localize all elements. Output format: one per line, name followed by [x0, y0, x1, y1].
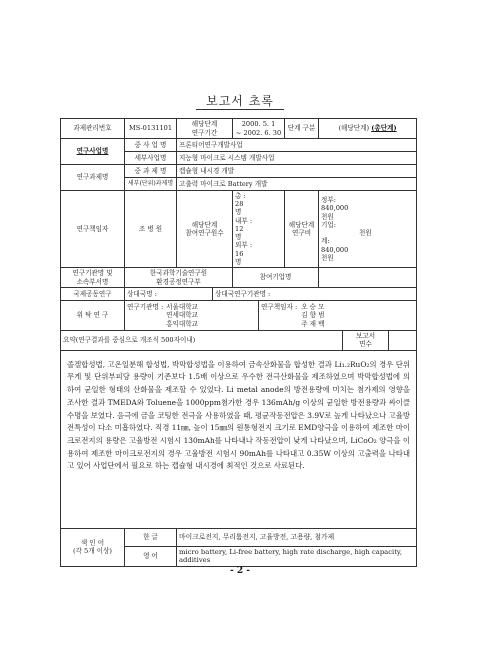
researchers-label: 해당단계 참여연구원수 — [177, 191, 233, 268]
consign-pi: 김 향 범 — [301, 311, 325, 320]
stage-value: (해당단계) (총단계) — [319, 119, 417, 139]
project-label: 연구사업명 — [61, 139, 125, 165]
period-label: 해당단계 연구기간 — [177, 119, 233, 139]
company-part-label: 참여기업명 — [233, 268, 319, 288]
consign-orgs: 연구기관명 : 서울대학교 연세대학교 홍익대학교 — [125, 301, 259, 331]
budget-label: 해당단계 연구비 — [285, 191, 319, 268]
main-project-value: 프론티어연구개발사업 — [177, 139, 417, 152]
consign-label: 위 탁 연 구 — [61, 301, 125, 331]
keywords-label: 색 인 어 (각 5개 이상) — [61, 528, 125, 566]
pi-label: 연구책임자 — [61, 191, 125, 268]
en-keywords: micro battery, Li-free battery, high rate discharge, high capacity, additives — [177, 546, 417, 566]
large-task-value: 캡슐형 내시경 개발 — [177, 165, 417, 178]
consign-pi: 오 승 모 — [301, 303, 325, 312]
org-label: 연구기관명 및 소속부서명 — [61, 268, 125, 288]
org-value: 한국과학기술연구원 환경공정연구부 — [125, 268, 233, 288]
mgmt-no-value: MS-0131101 — [125, 119, 177, 139]
task-label: 연구과제명 — [61, 165, 125, 191]
summary-label: 요약(연구결과를 중심으로 개조식 500자이내) — [61, 331, 343, 350]
main-project-label: 중 사 업 명 — [125, 139, 177, 152]
stage-label: 단계 구분 — [285, 119, 319, 139]
company-part-value — [319, 268, 417, 288]
budget-values: 정부: 840,000 천원 기업: 천원 계: 840,000 천원 — [319, 191, 417, 268]
mgmt-no-label: 과제관리번호 — [61, 119, 125, 139]
kr-keywords-label: 한 글 — [125, 528, 177, 546]
detail-task-label: 세부(단위)과제명 — [125, 178, 177, 191]
abstract-text: 졸겔합성법, 고온일분해 합성법, 박막합성법을 이용하여 금속산화물을 합성한 결과 Li₁.₂RuO₂의 경우 단위무게 및 단위부피당 용량이 기존보다 1.5배 이상으로 우수한 전극산화물을 제조하였으며 박막합성법에 의하여 균일한 형태의 산화물을 제조할 수 있었다. Li metal anode의 방전용량에 미치는 첨가제의 영향을 조사한 결과 TMEDA와 Toluene을 1000ppm첨가한 경우 136mAh/g 이상의 균일한 방전용량과 싸이클 수명을 보였다. 음극에 금을 코팅한 전극을 사용하였을 때, 평균작동전압은 3.9V로 높게 나타났으나 고율방전특성이 다소 미흡하였다. 직경 11㎜, 높이 15㎜의 원통형전지 크기로 EMD양극을 이용하여 제조한 마이크로전지의 용량은 고율방전 시험시 130mAh를 나타내나 작동전압이 낮게 나타났으며, LiCoO₂ 양극을 이용하여 제조한 마이크로전지의 경우 고율방전 시험시 90mAh를 나타내고 0.35W 이상의 고출력을 나타내고 있어 사업단에서 필요로 하는 캡슐형 내시경에 최적인 것으로 사료된다. — [61, 350, 417, 528]
sub-project-value: 지능형 마이크로 시스템 개발사업 — [177, 152, 417, 165]
consign-pis: 연구책임자 : 오 승 모 김 향 범 주 재 백 — [259, 301, 417, 331]
consign-org: 연세대학교 — [166, 311, 199, 320]
consign-org: 홍익대학교 — [166, 319, 199, 328]
intl-country: 상대국명 : — [125, 288, 213, 301]
report-abstract-form — [60, 118, 417, 567]
sub-project-label: 세부사업명 — [125, 152, 177, 165]
pages-label: 보고서 면수 — [343, 331, 389, 350]
kr-keywords: 마이크로전지, 무리튬전지, 고율방전, 고용량, 첨가제 — [177, 528, 417, 546]
consign-org: 서울대학교 — [166, 303, 199, 312]
pi-name: 조 병 원 — [125, 191, 177, 268]
title-underline — [196, 109, 284, 110]
large-task-label: 중 과 제 명 — [125, 165, 177, 178]
researchers-count: 총 : 28 명 내부 : 12 명 외부 : 16 명 — [233, 191, 285, 268]
consign-pi: 주 재 백 — [301, 319, 325, 328]
page-number: - 2 - — [230, 566, 250, 576]
en-keywords-label: 영 어 — [125, 546, 177, 566]
pages-value — [389, 331, 417, 350]
period-value: 2000. 5. 1 ~ 2002. 6. 30 — [233, 119, 285, 139]
intl-label: 국제공동연구 — [61, 288, 125, 301]
document-title: 보고서 초록 — [206, 94, 274, 108]
intl-org: 상대국연구기관명 : — [213, 288, 417, 301]
detail-task-value: 고출력 마이크로 Battery 개발 — [177, 178, 417, 191]
